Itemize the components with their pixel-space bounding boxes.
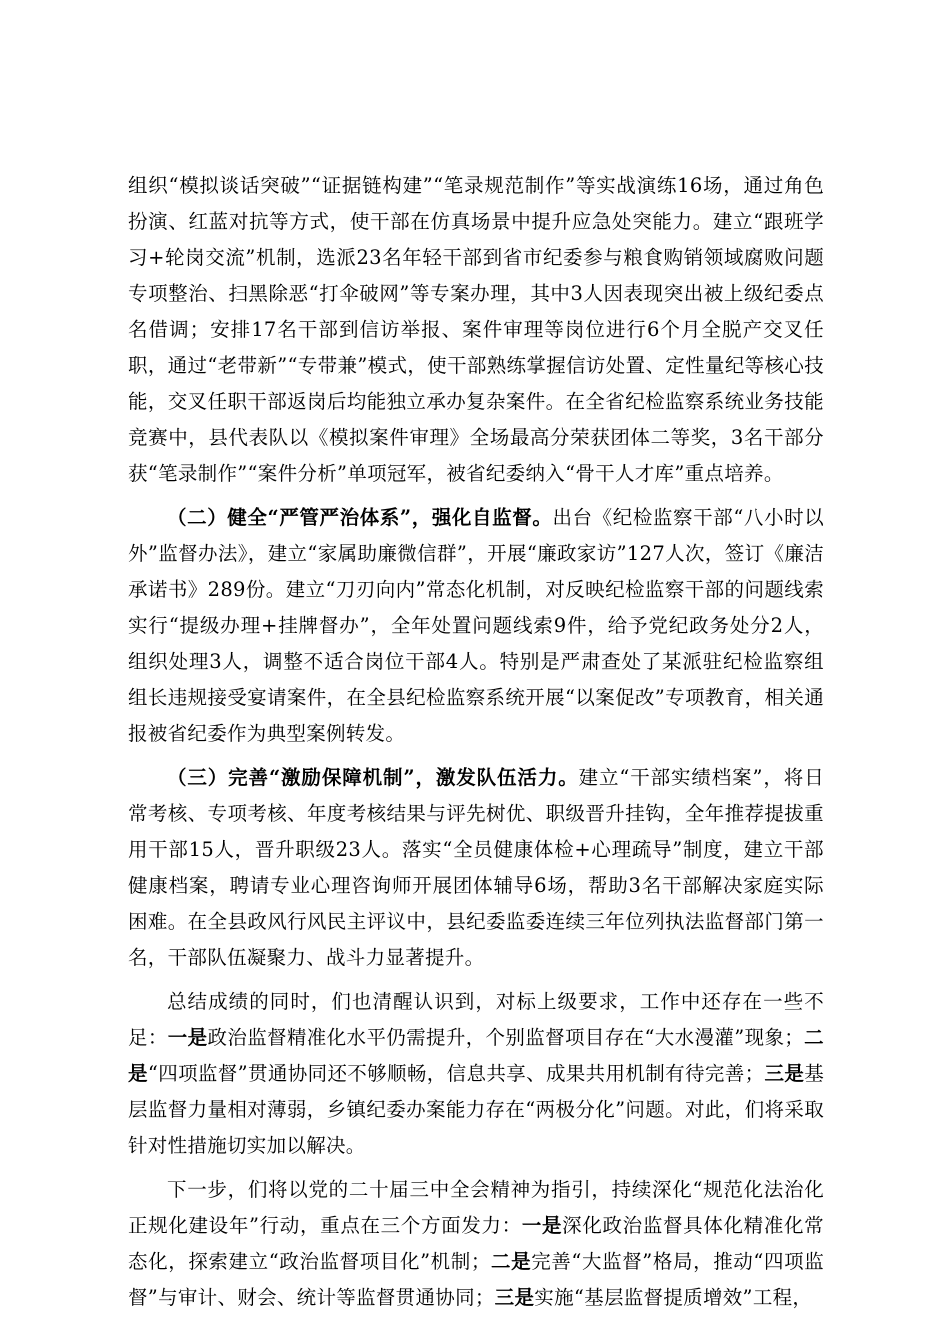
bold-text-segment: （二）健全“严管严治体系”，强化自监督。 <box>167 506 553 529</box>
paragraph-5 <box>128 1172 824 1316</box>
paragraph-1 <box>128 168 824 492</box>
text-segment: 下一步，们将以党的二十届三中全会精神为指引，持续深化“规范化法治化正规化建设年”行动，重点在三个方面发力： <box>128 1178 824 1237</box>
bold-text-segment: 二是 <box>128 1026 824 1085</box>
bold-text-segment: （三）完善“激励保障机制”，激发队伍活力。 <box>167 766 579 789</box>
bold-text-segment: 二是 <box>490 1250 532 1273</box>
bold-text-segment: 三是 <box>494 1286 535 1309</box>
paragraph-2 <box>128 500 824 752</box>
bold-text-segment: 三是 <box>764 1062 805 1085</box>
text-segment: 基层监督力量相对薄弱，乡镇纪委办案能力存在“两极分化”问题。对此，们将采取针对性措施切实加以解决。 <box>128 1062 824 1157</box>
text-segment: 深化政治监督具体化精准化常态化，探索建立“政治监督项目化”机制； <box>128 1214 824 1273</box>
document-page <box>128 168 824 1324</box>
text-segment: 建立“干部实绩档案”，将日常考核、专项考核、年度考核结果与评先树优、职级晋升挂钩，全年推荐提拔重用干部15人，晋升职级23人。落实“全员健康体检+心理疏导”制度，建立干部健康档案，聘请专业心理咨询师开展团体辅导6场，帮助3名干部解决家庭实际困难。在全县政风行风民主评议中，县纪委监委连续三年位列执法监督部门第一名，干部队伍凝聚力、战斗力显著提升。 <box>128 766 824 969</box>
bold-text-segment: 一是 <box>521 1214 563 1237</box>
text-segment: 出台《纪检监察干部“八小时以外”监督办法》，建立“家属助廉微信群”，开展“廉政家访”127人次，签订《廉洁承诺书》289份。建立“刀刃向内”常态化机制，对反映纪检监察干部的问题线索实行“提级办理+挂牌督办”，全年处置问题线索9件，给予党纪政务处分2人，组织处理3人，调整不适合岗位干部4人。特别是严肃查处了某派驻纪检监察组组长违规接受宴请案件，在全县纪检监察系统开展“以案促改”专项教育，相关通报被省纪委作为典型案例转发。 <box>128 506 825 745</box>
bold-text-segment: 一是 <box>167 1026 208 1049</box>
text-segment: 组织“模拟谈话突破”“证据链构建”“笔录规范制作”等实战演练16场，通过角色扮演、红蓝对抗等方式，使干部在仿真场景中提升应急处突能力。建立“跟班学习+轮岗交流”机制，选派23名年轻干部到省市纪委参与粮食购销领域腐败问题专项整治、扫黑除恶“打伞破网”等专案办理，其中3人因表现突出被上级纪委点名借调；安排17名干部到信访举报、案件审理等岗位进行6个月全脱产交叉任职，通过“老带新”“专带兼”模式，使干部熟练掌握信访处置、定性量纪等核心技能，交叉任职干部返岗后均能独立承办复杂案件。在全省纪检监察系统业务技能竞赛中，县代表队以《模拟案件审理》全场最高分荣获团体二等奖，3名干部分获“笔录制作”“案件分析”单项冠军，被省纪委纳入“骨干人才库”重点培养。 <box>128 174 824 485</box>
paragraph-3 <box>128 760 824 976</box>
text-segment: 总结成绩的同时，们也清醒认识到，对标上级要求，工作中还存在一些不足： <box>128 990 824 1049</box>
text-segment: 政治监督精准化水平仍需提升，个别监督项目存在“大水漫灌”现象； <box>207 1026 805 1049</box>
text-segment: 完善“大监督”格局，推动“四项监督”与审计、财会、统计等监督贯通协同； <box>128 1250 824 1309</box>
paragraph-4 <box>128 984 824 1164</box>
text-segment: “四项监督”贯通协同还不够顺畅，信息共享、成果共用机制有待完善； <box>147 1062 765 1085</box>
text-segment: 实施“基层监督提质增效”工程， <box>534 1286 813 1309</box>
